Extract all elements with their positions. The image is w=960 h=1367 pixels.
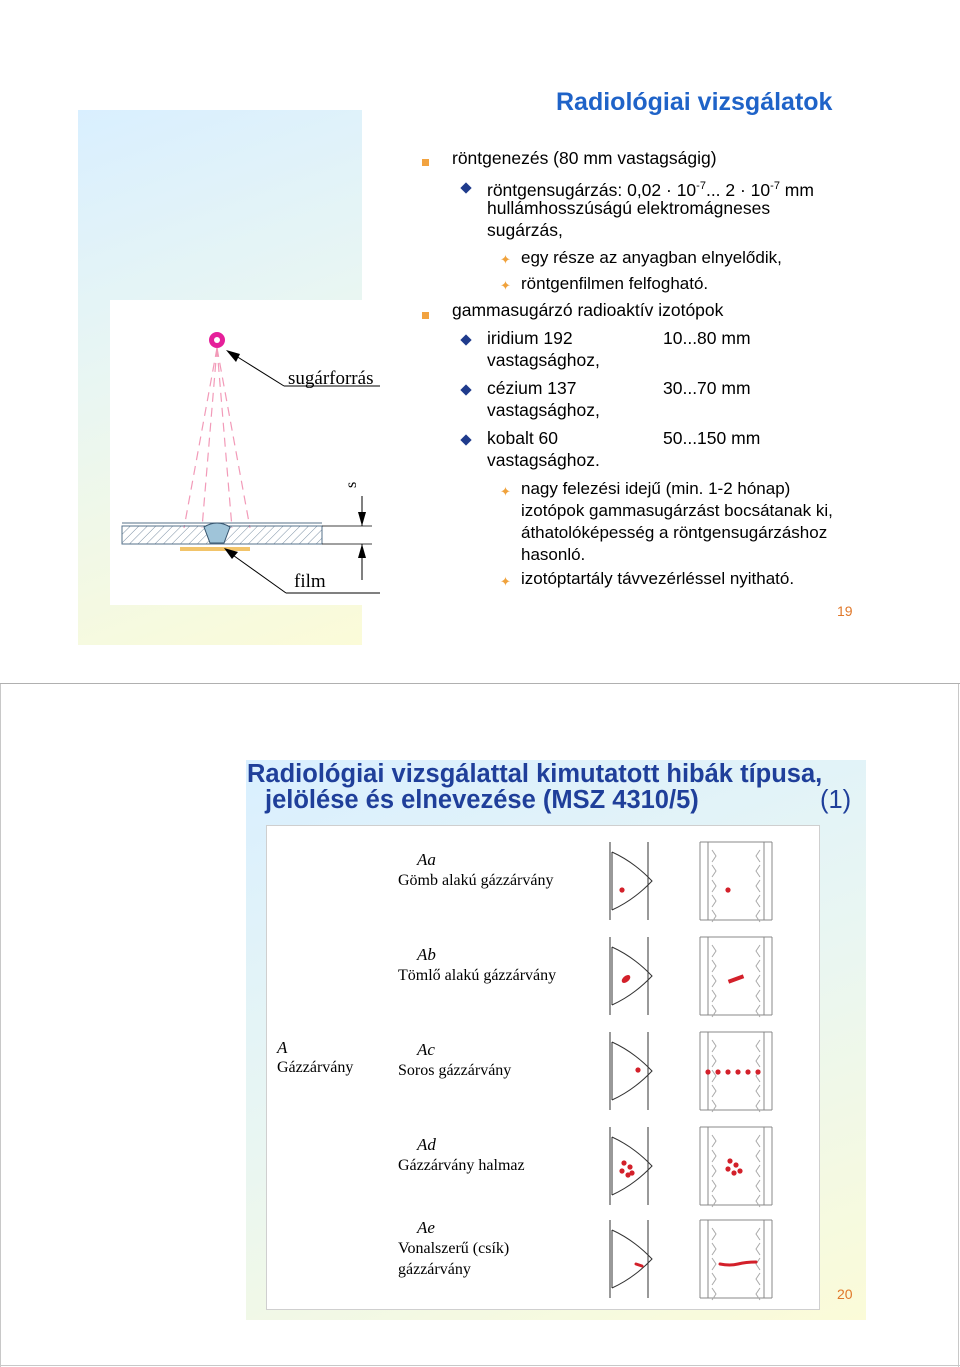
isotope-range: 10...80 mm bbox=[663, 328, 751, 348]
star-bullet-icon: ✦ bbox=[500, 278, 511, 293]
radiograph-ripple bbox=[712, 850, 760, 862]
group-code: A bbox=[277, 1038, 288, 1057]
star-bullet-icon: ✦ bbox=[500, 574, 511, 589]
isotope-range: 30...70 mm bbox=[663, 378, 751, 398]
defect-mark bbox=[705, 1069, 710, 1074]
film-strip bbox=[180, 547, 250, 551]
slide-2-right-border bbox=[958, 684, 959, 1367]
isotope-cont: vastagsághoz, bbox=[487, 350, 600, 370]
defect-mark bbox=[725, 1166, 730, 1171]
defect-name: Vonalszerű (csík) bbox=[398, 1240, 510, 1257]
square-bullet-icon bbox=[422, 312, 429, 319]
defect-mark bbox=[629, 1170, 634, 1175]
list-item: izotóptartály távvezérléssel nyitható. bbox=[521, 569, 795, 588]
defect-mark bbox=[627, 1164, 632, 1169]
square-bullet-icon bbox=[422, 159, 429, 166]
weld-section-outline bbox=[612, 1230, 652, 1288]
diamond-bullet-icon bbox=[460, 384, 471, 395]
radiograph-ripple bbox=[712, 1180, 760, 1192]
radiograph-ripple bbox=[712, 960, 760, 972]
isotope-name: iridium 192 bbox=[487, 328, 573, 348]
film-label: film bbox=[294, 571, 326, 592]
star-bullet-icon: ✦ bbox=[500, 252, 511, 267]
defect-mark bbox=[725, 1069, 730, 1074]
defect-name: gázzárvány bbox=[398, 1261, 471, 1278]
defect-mark bbox=[619, 887, 624, 892]
defect-mark bbox=[715, 1069, 720, 1074]
illustration-group bbox=[610, 842, 772, 1300]
list-item-line: áthatolóképesség a röntgensugárzáshoz bbox=[521, 523, 828, 542]
isotope-cont: vastagsághoz. bbox=[487, 450, 600, 470]
page-number: 20 bbox=[837, 1286, 853, 1302]
list-item: egy része az anyagban elnyelődik, bbox=[521, 248, 782, 267]
defect-mark bbox=[635, 1067, 640, 1072]
defect-code: Ad bbox=[417, 1135, 436, 1154]
list-item-line: hasonló. bbox=[521, 545, 586, 564]
list-item-line: hullámhosszúságú elektromágneses bbox=[487, 198, 771, 218]
radiograph-ripple bbox=[712, 895, 760, 907]
radiograph-ripple bbox=[712, 1135, 760, 1147]
diamond-bullet-icon bbox=[460, 434, 471, 445]
list-item: röntgenfilmen felfogható. bbox=[521, 274, 709, 293]
radiograph-ripple bbox=[712, 865, 760, 877]
radiograph-ripple bbox=[712, 1228, 760, 1240]
slide-2-title-suffix: (1) bbox=[820, 786, 852, 814]
defect-mark bbox=[745, 1069, 750, 1074]
radiograph-ripple bbox=[712, 1273, 760, 1285]
figure-background bbox=[110, 300, 390, 605]
weld-section-outline bbox=[612, 947, 652, 1005]
list-item: röntgenezés (80 mm vastagságig) bbox=[452, 148, 717, 168]
diamond-bullet-icon bbox=[460, 334, 471, 345]
slide-2-left-border bbox=[0, 684, 1, 1367]
slide-2-title-line-2: jelölése és elnevezése (MSZ 4310/5) bbox=[265, 786, 699, 814]
defect-mark bbox=[636, 1264, 642, 1266]
diamond-bullet-icon bbox=[460, 182, 471, 193]
defect-illustrations bbox=[600, 832, 780, 1302]
defect-mark bbox=[735, 1069, 740, 1074]
list-item-line: nagy felezési idejű (min. 1-2 hónap) bbox=[521, 479, 791, 498]
defect-mark bbox=[725, 887, 730, 892]
isotope-name: kobalt 60 bbox=[487, 428, 559, 448]
isotope-name: cézium 137 bbox=[487, 378, 577, 398]
radiograph-ripple bbox=[712, 990, 760, 1002]
slide-2-bottom-border bbox=[0, 1365, 960, 1366]
thickness-label: s bbox=[343, 481, 360, 488]
list-item: gammasugárzó radioaktív izotópok bbox=[452, 300, 724, 320]
defect-mark bbox=[737, 1168, 742, 1173]
defect-mark bbox=[728, 974, 744, 983]
radiograph-ripple bbox=[712, 1150, 760, 1162]
defect-mark bbox=[720, 1262, 756, 1265]
defect-mark bbox=[621, 1160, 626, 1165]
group-name: Gázzárvány bbox=[277, 1059, 354, 1076]
source-label: sugárforrás bbox=[288, 368, 374, 389]
slide-1-title: Radiológiai vizsgálatok bbox=[556, 88, 833, 116]
radiograph-ripple bbox=[712, 1243, 760, 1255]
defect-mark bbox=[619, 1168, 624, 1173]
isotope-cont: vastagsághoz, bbox=[487, 400, 600, 420]
defect-mark bbox=[731, 1170, 736, 1175]
radiation-source-core bbox=[214, 337, 220, 343]
defect-code: Ae bbox=[417, 1218, 435, 1237]
page-number: 19 bbox=[837, 603, 853, 619]
defect-name: Tömlő alakú gázzárvány bbox=[398, 967, 557, 984]
defect-mark bbox=[620, 973, 632, 984]
slide-divider bbox=[0, 683, 960, 684]
defect-name: Gömb alakú gázzárvány bbox=[398, 872, 554, 889]
weld-section-outline bbox=[612, 852, 652, 910]
defect-mark bbox=[727, 1158, 732, 1163]
isotope-range: 50...150 mm bbox=[663, 428, 761, 448]
defect-code: Ab bbox=[417, 945, 436, 964]
slide-2-title-line-1: Radiológiai vizsgálattal kimutatott hibák típusa, bbox=[247, 760, 823, 788]
radiograph-ripple bbox=[712, 945, 760, 957]
defect-name: Soros gázzárvány bbox=[398, 1062, 512, 1079]
radiography-figure bbox=[110, 300, 390, 610]
defect-name: Gázzárvány halmaz bbox=[398, 1157, 525, 1174]
defect-code: Aa bbox=[417, 850, 436, 869]
list-item-line: izotópok gammasugárzást bocsátanak ki, bbox=[521, 501, 833, 520]
radiograph-ripple bbox=[712, 880, 760, 892]
list-item-line: sugárzás, bbox=[487, 220, 563, 240]
radiograph-ripple bbox=[712, 1040, 760, 1052]
defect-mark bbox=[755, 1069, 760, 1074]
defect-code: Ac bbox=[417, 1040, 435, 1059]
list-item-line: röntgensugárzás: $0,02 \cdot 10^{-7}$... $2 \cdot 10^{-7}$ mm bbox=[487, 179, 814, 200]
star-bullet-icon: ✦ bbox=[500, 484, 511, 499]
radiograph-ripple bbox=[712, 1085, 760, 1097]
defect-mark bbox=[733, 1162, 738, 1167]
radiograph-ripple bbox=[712, 1055, 760, 1067]
weld-section-outline bbox=[612, 1042, 652, 1100]
